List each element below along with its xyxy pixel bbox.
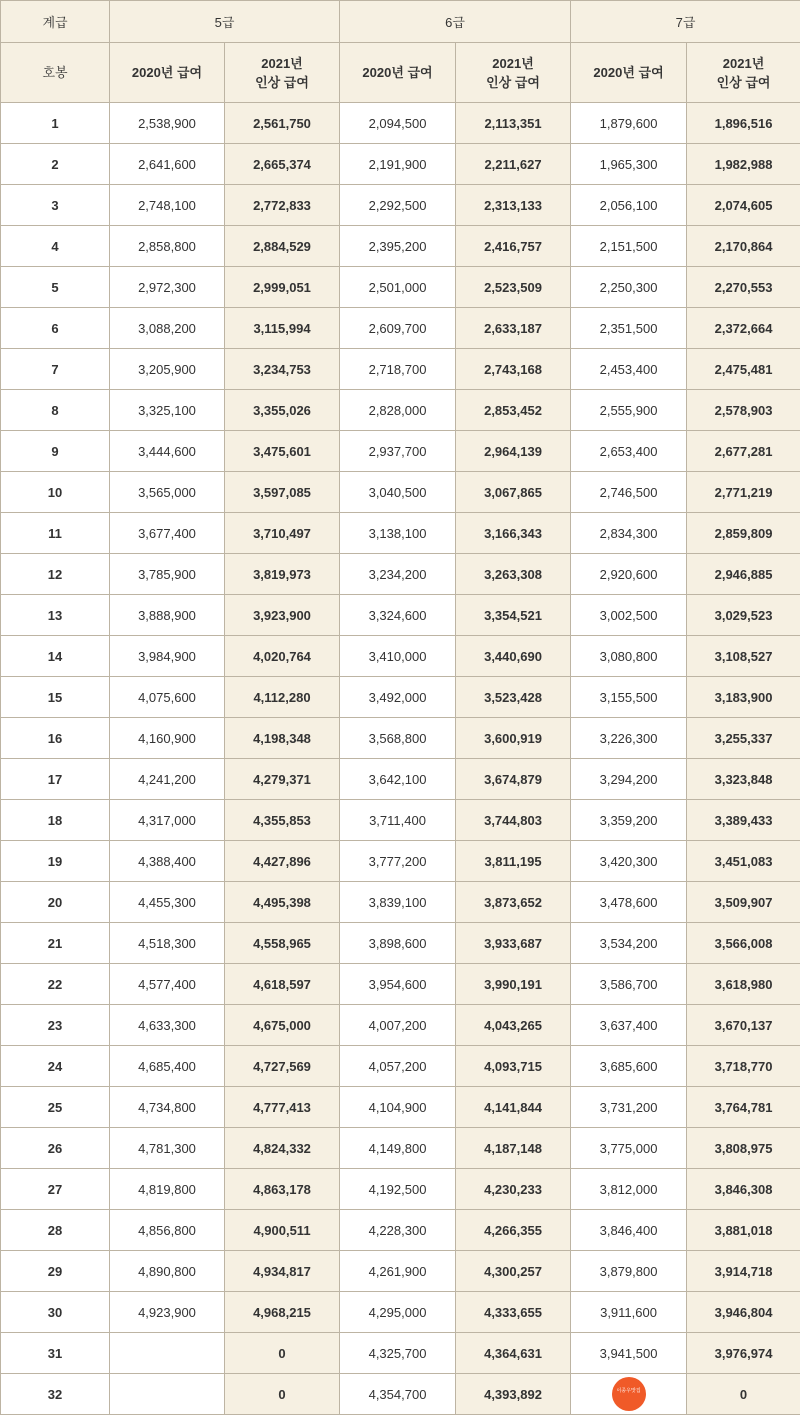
g6-2020-salary-cell: 2,191,900: [340, 144, 456, 185]
table-row: [1, 677, 800, 718]
g7-2021-salary-cell: 3,618,980: [687, 964, 800, 1005]
g7-2021-salary-cell: 3,946,804: [687, 1292, 800, 1333]
g6-2021-salary-cell: 2,313,133: [456, 185, 571, 226]
g5-2020-salary-cell: 4,890,800: [110, 1251, 225, 1292]
table-row: [1, 882, 800, 923]
g7-2020-salary-cell: 2,653,400: [571, 431, 687, 472]
g5-2020-salary-cell: 4,633,300: [110, 1005, 225, 1046]
g7-2021-salary-cell: 3,718,770: [687, 1046, 800, 1087]
g6-2021-salary-cell: 4,230,233: [456, 1169, 571, 1210]
g6-2020-salary-cell: 3,954,600: [340, 964, 456, 1005]
table-row: [1, 144, 800, 185]
g5-2021-salary-cell: 2,561,750: [225, 103, 340, 144]
table-row: [1, 1374, 800, 1415]
g7-2021-salary-cell: 2,859,809: [687, 513, 800, 554]
g7-2021-salary-cell: 2,677,281: [687, 431, 800, 472]
column-header-row: [1, 43, 800, 103]
g6-2021-salary-cell: 2,633,187: [456, 308, 571, 349]
g5-2020-salary-cell: 4,781,300: [110, 1128, 225, 1169]
g6-2021-salary-cell: 2,113,351: [456, 103, 571, 144]
g6-2020-salary-cell: 3,839,100: [340, 882, 456, 923]
hobong-number: 5: [1, 267, 110, 308]
g5-2020-salary-cell: 4,923,900: [110, 1292, 225, 1333]
hobong-number: 24: [1, 1046, 110, 1087]
table-row: [1, 595, 800, 636]
g7-2021-salary-cell: 3,976,974: [687, 1333, 800, 1374]
g6-2021-salary-cell: 3,811,195: [456, 841, 571, 882]
g5-2021-salary-cell: 4,900,511: [225, 1210, 340, 1251]
g5-2020-salary-cell: 4,819,800: [110, 1169, 225, 1210]
g6-2020-salary-cell: 2,395,200: [340, 226, 456, 267]
table-row: [1, 636, 800, 677]
g7-2020-salary-cell: 3,359,200: [571, 800, 687, 841]
g6-2020-salary-cell: 4,354,700: [340, 1374, 456, 1415]
g6-2020-salary-cell: 3,492,000: [340, 677, 456, 718]
table-body: [1, 103, 800, 1415]
table-row: [1, 1292, 800, 1333]
g5-2020-salary-cell: 4,075,600: [110, 677, 225, 718]
g5-2021-salary-cell: 4,777,413: [225, 1087, 340, 1128]
g5-2020-salary-cell: 3,888,900: [110, 595, 225, 636]
g5-2021-salary-cell: 0: [225, 1333, 340, 1374]
hobong-number: 21: [1, 923, 110, 964]
g5-2021-salary-cell: 4,675,000: [225, 1005, 340, 1046]
g6-2021-salary-cell: 4,300,257: [456, 1251, 571, 1292]
hobong-number: 23: [1, 1005, 110, 1046]
hobong-number: 7: [1, 349, 110, 390]
hobong-number: 10: [1, 472, 110, 513]
hobong-number: 2: [1, 144, 110, 185]
table-row: [1, 1046, 800, 1087]
table-row: [1, 390, 800, 431]
g6-2020-salary-cell: 3,324,600: [340, 595, 456, 636]
table-row: [1, 1005, 800, 1046]
g6-2021-salary-cell: 3,933,687: [456, 923, 571, 964]
g7-2020-salary-cell: 3,911,600: [571, 1292, 687, 1333]
grade-7-header: 7급: [571, 1, 800, 43]
table-row: [1, 1087, 800, 1128]
g7-2020-salary-cell: 2,920,600: [571, 554, 687, 595]
g5-2020-salary-cell: 3,088,200: [110, 308, 225, 349]
g6-2020-salary-cell: 4,149,800: [340, 1128, 456, 1169]
g6-2020-salary-cell: 3,777,200: [340, 841, 456, 882]
g5-2021-salary-cell: 4,558,965: [225, 923, 340, 964]
hobong-number: 29: [1, 1251, 110, 1292]
g5-2020-salary-cell: 3,565,000: [110, 472, 225, 513]
hobong-number: 4: [1, 226, 110, 267]
g6-2021-salary-cell: 2,211,627: [456, 144, 571, 185]
g7-2020-salary-cell: 3,534,200: [571, 923, 687, 964]
g7-2020-salary-cell: 2,453,400: [571, 349, 687, 390]
g7-2020-salary-cell: 3,478,600: [571, 882, 687, 923]
table-row: [1, 800, 800, 841]
table-row: [1, 1169, 800, 1210]
hobong-number: 31: [1, 1333, 110, 1374]
col-2021-salary: 2021년 인상 급여: [687, 43, 800, 103]
g5-2020-salary-cell: 4,856,800: [110, 1210, 225, 1251]
g5-2021-salary-cell: 4,863,178: [225, 1169, 340, 1210]
g6-2020-salary-cell: 3,138,100: [340, 513, 456, 554]
grade-6-header: 6급: [340, 1, 571, 43]
g6-2020-salary-cell: 4,007,200: [340, 1005, 456, 1046]
g5-2020-salary-cell: 4,160,900: [110, 718, 225, 759]
g5-2021-salary-cell: 3,115,994: [225, 308, 340, 349]
g6-2021-salary-cell: 2,416,757: [456, 226, 571, 267]
g7-2020-salary-cell: 3,226,300: [571, 718, 687, 759]
g5-2021-salary-cell: 3,710,497: [225, 513, 340, 554]
g7-2020-salary-cell: 2,746,500: [571, 472, 687, 513]
table-row: [1, 1128, 800, 1169]
g7-2021-salary-cell: 0: [687, 1374, 800, 1415]
g7-2020-salary-cell: 1,965,300: [571, 144, 687, 185]
g7-2020-salary-cell: 3,586,700: [571, 964, 687, 1005]
col-2020-salary: 2020년 급여: [340, 43, 456, 103]
g6-2021-salary-cell: 2,743,168: [456, 349, 571, 390]
g6-2020-salary-cell: 4,261,900: [340, 1251, 456, 1292]
g7-2020-salary-cell: 2,351,500: [571, 308, 687, 349]
hobong-number: 1: [1, 103, 110, 144]
g7-2021-salary-cell: 3,255,337: [687, 718, 800, 759]
g6-2021-salary-cell: 4,333,655: [456, 1292, 571, 1333]
g7-2021-salary-cell: 3,323,848: [687, 759, 800, 800]
g6-2020-salary-cell: 2,094,500: [340, 103, 456, 144]
g6-2020-salary-cell: 3,898,600: [340, 923, 456, 964]
g7-2020-salary-cell: 3,294,200: [571, 759, 687, 800]
table-row: [1, 923, 800, 964]
g5-2021-salary-cell: 4,618,597: [225, 964, 340, 1005]
g6-2020-salary-cell: 4,057,200: [340, 1046, 456, 1087]
g5-2020-salary-cell: 2,748,100: [110, 185, 225, 226]
g5-2020-salary-cell: 3,677,400: [110, 513, 225, 554]
g5-2021-salary-cell: 3,819,973: [225, 554, 340, 595]
g6-2020-salary-cell: 3,642,100: [340, 759, 456, 800]
table-row: [1, 103, 800, 144]
g5-2020-salary-cell: [110, 1374, 225, 1415]
g7-2021-salary-cell: 3,670,137: [687, 1005, 800, 1046]
g6-2021-salary-cell: 3,744,803: [456, 800, 571, 841]
g7-2021-salary-cell: 3,509,907: [687, 882, 800, 923]
hobong-number: 19: [1, 841, 110, 882]
hobong-number: 16: [1, 718, 110, 759]
g7-2021-salary-cell: 3,389,433: [687, 800, 800, 841]
g5-2020-salary-cell: 4,577,400: [110, 964, 225, 1005]
g7-2020-salary-cell: 3,846,400: [571, 1210, 687, 1251]
g7-2020-salary-cell: 2,834,300: [571, 513, 687, 554]
g5-2021-salary-cell: 4,355,853: [225, 800, 340, 841]
g5-2021-salary-cell: 3,923,900: [225, 595, 340, 636]
g5-2020-salary-cell: 4,317,000: [110, 800, 225, 841]
g6-2020-salary-cell: 3,040,500: [340, 472, 456, 513]
g6-2021-salary-cell: 3,354,521: [456, 595, 571, 636]
g6-2021-salary-cell: 3,067,865: [456, 472, 571, 513]
g6-2021-salary-cell: 3,166,343: [456, 513, 571, 554]
hobong-number: 25: [1, 1087, 110, 1128]
g7-2021-salary-cell: 2,475,481: [687, 349, 800, 390]
g6-2021-salary-cell: 2,964,139: [456, 431, 571, 472]
g7-2021-salary-cell: 3,108,527: [687, 636, 800, 677]
g7-2021-salary-cell: 3,029,523: [687, 595, 800, 636]
hobong-number: 20: [1, 882, 110, 923]
hobong-number: 8: [1, 390, 110, 431]
g6-2021-salary-cell: 2,523,509: [456, 267, 571, 308]
g7-2020-salary-cell: 3,420,300: [571, 841, 687, 882]
g5-2021-salary-cell: 4,824,332: [225, 1128, 340, 1169]
table-row: [1, 1251, 800, 1292]
g6-2020-salary-cell: 4,192,500: [340, 1169, 456, 1210]
g7-2021-salary-cell: 1,896,516: [687, 103, 800, 144]
g6-2021-salary-cell: 4,393,892: [456, 1374, 571, 1415]
grade-header-row: [1, 1, 800, 43]
g7-2021-salary-cell: 2,578,903: [687, 390, 800, 431]
g6-2021-salary-cell: 4,364,631: [456, 1333, 571, 1374]
table-row: [1, 1210, 800, 1251]
g6-2021-salary-cell: 4,141,844: [456, 1087, 571, 1128]
hobong-number: 13: [1, 595, 110, 636]
g7-2021-salary-cell: 3,846,308: [687, 1169, 800, 1210]
g5-2021-salary-cell: 3,597,085: [225, 472, 340, 513]
g5-2021-salary-cell: 3,234,753: [225, 349, 340, 390]
g5-2021-salary-cell: 4,968,215: [225, 1292, 340, 1333]
hobong-number: 14: [1, 636, 110, 677]
g7-2020-salary-cell: 3,775,000: [571, 1128, 687, 1169]
g6-2020-salary-cell: 3,568,800: [340, 718, 456, 759]
grade-label: 계급: [1, 1, 110, 43]
g5-2020-salary-cell: 2,641,600: [110, 144, 225, 185]
g6-2021-salary-cell: 4,043,265: [456, 1005, 571, 1046]
g5-2021-salary-cell: 4,427,896: [225, 841, 340, 882]
g5-2021-salary-cell: 4,495,398: [225, 882, 340, 923]
g7-2020-salary-cell: 3,080,800: [571, 636, 687, 677]
grade-5-header: 5급: [110, 1, 340, 43]
col-2020-salary: 2020년 급여: [571, 43, 687, 103]
g5-2021-salary-cell: 4,727,569: [225, 1046, 340, 1087]
table-row: [1, 308, 800, 349]
g7-2020-salary-cell: 3,941,500: [571, 1333, 687, 1374]
g5-2021-salary-cell: 2,884,529: [225, 226, 340, 267]
g5-2021-salary-cell: 4,279,371: [225, 759, 340, 800]
hobong-number: 22: [1, 964, 110, 1005]
g5-2021-salary-cell: 4,020,764: [225, 636, 340, 677]
g7-2021-salary-cell: 2,074,605: [687, 185, 800, 226]
g6-2021-salary-cell: 3,440,690: [456, 636, 571, 677]
table-row: [1, 513, 800, 554]
table-row: [1, 841, 800, 882]
g5-2021-salary-cell: 2,999,051: [225, 267, 340, 308]
g7-2020-salary-cell: 3,002,500: [571, 595, 687, 636]
g7-2021-salary-cell: 2,771,219: [687, 472, 800, 513]
g7-2020-salary-cell: [571, 1374, 687, 1415]
table-row: [1, 431, 800, 472]
g5-2021-salary-cell: 0: [225, 1374, 340, 1415]
table-row: [1, 226, 800, 267]
g6-2021-salary-cell: 3,523,428: [456, 677, 571, 718]
g6-2020-salary-cell: 3,711,400: [340, 800, 456, 841]
g6-2021-salary-cell: 4,266,355: [456, 1210, 571, 1251]
table-row: [1, 472, 800, 513]
col-2020-salary: 2020년 급여: [110, 43, 225, 103]
g5-2020-salary-cell: 2,972,300: [110, 267, 225, 308]
g5-2020-salary-cell: [110, 1333, 225, 1374]
g5-2021-salary-cell: 4,934,817: [225, 1251, 340, 1292]
g5-2020-salary-cell: 4,241,200: [110, 759, 225, 800]
g7-2020-salary-cell: 3,812,000: [571, 1169, 687, 1210]
g5-2020-salary-cell: 4,734,800: [110, 1087, 225, 1128]
g6-2021-salary-cell: 3,600,919: [456, 718, 571, 759]
g6-2020-salary-cell: 3,410,000: [340, 636, 456, 677]
g5-2021-salary-cell: 3,355,026: [225, 390, 340, 431]
g5-2021-salary-cell: 4,198,348: [225, 718, 340, 759]
g7-2021-salary-cell: 3,881,018: [687, 1210, 800, 1251]
g6-2020-salary-cell: 4,228,300: [340, 1210, 456, 1251]
table-row: [1, 1333, 800, 1374]
g6-2020-salary-cell: 2,292,500: [340, 185, 456, 226]
hobong-number: 3: [1, 185, 110, 226]
g7-2020-salary-cell: 2,250,300: [571, 267, 687, 308]
g6-2020-salary-cell: 4,325,700: [340, 1333, 456, 1374]
hobong-number: 26: [1, 1128, 110, 1169]
g6-2020-salary-cell: 2,609,700: [340, 308, 456, 349]
table-row: [1, 964, 800, 1005]
table-row: [1, 759, 800, 800]
hobong-number: 17: [1, 759, 110, 800]
g7-2021-salary-cell: 1,982,988: [687, 144, 800, 185]
hobong-number: 15: [1, 677, 110, 718]
g5-2020-salary-cell: 3,444,600: [110, 431, 225, 472]
hobong-number: 6: [1, 308, 110, 349]
g7-2021-salary-cell: 2,270,553: [687, 267, 800, 308]
hobong-number: 12: [1, 554, 110, 595]
watermark-logo: 이종우맛집: [612, 1377, 646, 1411]
table-row: [1, 349, 800, 390]
g6-2021-salary-cell: 3,873,652: [456, 882, 571, 923]
g7-2020-salary-cell: 2,056,100: [571, 185, 687, 226]
g6-2020-salary-cell: 4,104,900: [340, 1087, 456, 1128]
g7-2020-salary-cell: 3,879,800: [571, 1251, 687, 1292]
g7-2021-salary-cell: 3,183,900: [687, 677, 800, 718]
hobong-number: 28: [1, 1210, 110, 1251]
g7-2020-salary-cell: 2,151,500: [571, 226, 687, 267]
g7-2021-salary-cell: 2,170,864: [687, 226, 800, 267]
g6-2020-salary-cell: 2,937,700: [340, 431, 456, 472]
g6-2020-salary-cell: 2,718,700: [340, 349, 456, 390]
g6-2021-salary-cell: 3,263,308: [456, 554, 571, 595]
g7-2020-salary-cell: 1,879,600: [571, 103, 687, 144]
g6-2021-salary-cell: 4,187,148: [456, 1128, 571, 1169]
g6-2020-salary-cell: 3,234,200: [340, 554, 456, 595]
col-2021-salary: 2021년 인상 급여: [225, 43, 340, 103]
g7-2020-salary-cell: 3,731,200: [571, 1087, 687, 1128]
g5-2021-salary-cell: 3,475,601: [225, 431, 340, 472]
g5-2020-salary-cell: 3,785,900: [110, 554, 225, 595]
g6-2021-salary-cell: 3,674,879: [456, 759, 571, 800]
g7-2021-salary-cell: 3,808,975: [687, 1128, 800, 1169]
g7-2021-salary-cell: 2,372,664: [687, 308, 800, 349]
g6-2021-salary-cell: 3,990,191: [456, 964, 571, 1005]
hobong-number: 9: [1, 431, 110, 472]
table-row: [1, 718, 800, 759]
g7-2020-salary-cell: 2,555,900: [571, 390, 687, 431]
g5-2021-salary-cell: 2,665,374: [225, 144, 340, 185]
g5-2020-salary-cell: 3,984,900: [110, 636, 225, 677]
g7-2021-salary-cell: 3,764,781: [687, 1087, 800, 1128]
g6-2020-salary-cell: 2,501,000: [340, 267, 456, 308]
g6-2020-salary-cell: 4,295,000: [340, 1292, 456, 1333]
hobong-number: 27: [1, 1169, 110, 1210]
g5-2020-salary-cell: 4,518,300: [110, 923, 225, 964]
g7-2020-salary-cell: 3,155,500: [571, 677, 687, 718]
g5-2020-salary-cell: 3,325,100: [110, 390, 225, 431]
hobong-number: 18: [1, 800, 110, 841]
g5-2021-salary-cell: 2,772,833: [225, 185, 340, 226]
hobong-number: 30: [1, 1292, 110, 1333]
hobong-label: 호봉: [1, 43, 110, 103]
g7-2021-salary-cell: 3,451,083: [687, 841, 800, 882]
g5-2021-salary-cell: 4,112,280: [225, 677, 340, 718]
table-row: [1, 267, 800, 308]
g6-2021-salary-cell: 4,093,715: [456, 1046, 571, 1087]
g5-2020-salary-cell: 4,455,300: [110, 882, 225, 923]
g6-2021-salary-cell: 2,853,452: [456, 390, 571, 431]
table-row: [1, 185, 800, 226]
g5-2020-salary-cell: 4,685,400: [110, 1046, 225, 1087]
hobong-number: 11: [1, 513, 110, 554]
g7-2021-salary-cell: 3,566,008: [687, 923, 800, 964]
g6-2020-salary-cell: 2,828,000: [340, 390, 456, 431]
table-row: [1, 554, 800, 595]
g7-2020-salary-cell: 3,637,400: [571, 1005, 687, 1046]
g5-2020-salary-cell: 2,538,900: [110, 103, 225, 144]
g5-2020-salary-cell: 2,858,800: [110, 226, 225, 267]
col-2021-salary: 2021년 인상 급여: [456, 43, 571, 103]
g7-2020-salary-cell: 3,685,600: [571, 1046, 687, 1087]
g7-2021-salary-cell: 3,914,718: [687, 1251, 800, 1292]
g7-2021-salary-cell: 2,946,885: [687, 554, 800, 595]
g5-2020-salary-cell: 3,205,900: [110, 349, 225, 390]
g5-2020-salary-cell: 4,388,400: [110, 841, 225, 882]
hobong-number: 32: [1, 1374, 110, 1415]
